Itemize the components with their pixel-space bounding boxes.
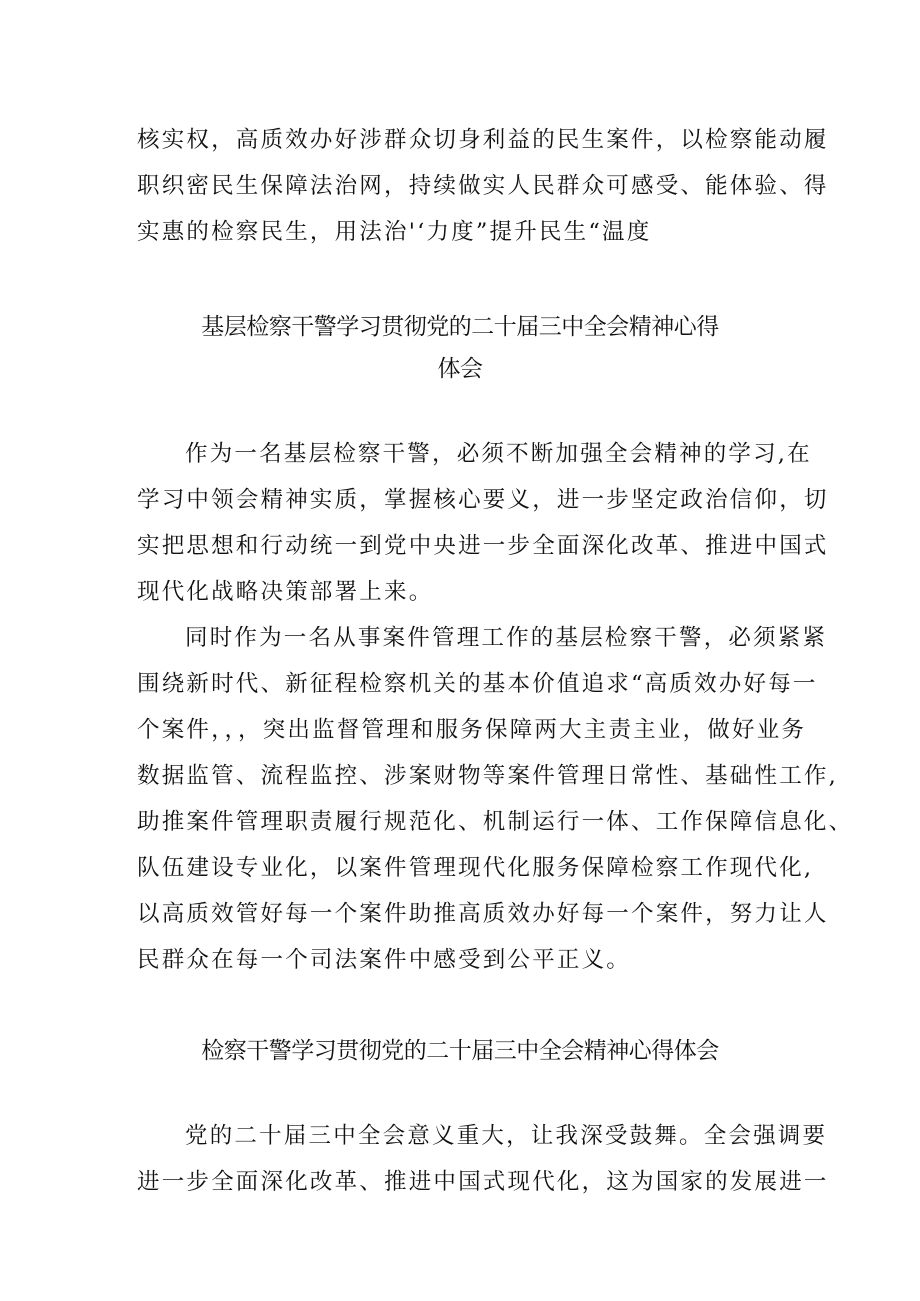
body-text-line: 以高质效管好每一个案件助推高质效办好每一个案件，努力让人 (137, 901, 829, 927)
section-title: 基层检察干警学习贯彻党的二十届三中全会精神心得 (201, 314, 719, 340)
body-text-line: 学习中领会精神实质，掌握核心要义，进一步坚定政治信仰，切 (137, 487, 829, 513)
body-text-line: 核实权，高质效办好涉群众切身利益的民生案件，以检察能动履 (137, 127, 829, 153)
body-text-line: 职织密民生保障法治网，持续做实人民群众可感受、能体验、得 (137, 173, 829, 199)
body-text-line: 个案件，，，突出监督管理和服务保障两大主责主业，做好业务 (137, 717, 807, 743)
body-text-line: 进一步全面深化改革、推进中国式现代化，这为国家的发展进一 (137, 1169, 829, 1195)
body-text-line: 助推案件管理职责履行规范化、机制运行一体、工作保障信息化、 (137, 809, 854, 835)
body-text-line: 围绕新时代、新征程检察机关的基本价值追求“高质效办好每一 (137, 671, 818, 697)
body-text-line: 数据监管、流程监控、涉案财物等案件管理日常性、基础性工作, (137, 763, 838, 789)
body-text-line: 队伍建设专业化，以案件管理现代化服务保障检察工作现代化, (137, 855, 814, 881)
body-text-line: 党的二十届三中全会意义重大，让我深受鼓舞。全会强调要 (185, 1123, 828, 1149)
body-text-line: 民群众在每一个司法案件中感受到公平正义。 (137, 947, 632, 973)
body-text-line: 现代化战略决策部署上来。 (137, 579, 434, 605)
body-text-line: 实惠的检察民生，用法治'‘力度”提升民生“温度 (137, 219, 652, 245)
body-text-line: 作为一名基层检察干警，必须不断加强全会精神的学习,在 (185, 441, 812, 467)
body-text-line: 实把思想和行动统一到党中央进一步全面深化改革、推进中国式 (137, 533, 829, 559)
body-text-line: 同时作为一名从事案件管理工作的基层检察干警，必须紧紧 (185, 625, 828, 651)
section-title: 体会 (437, 356, 483, 382)
section-title: 检察干警学习贯彻党的二十届三中全会精神心得体会 (201, 1038, 719, 1064)
